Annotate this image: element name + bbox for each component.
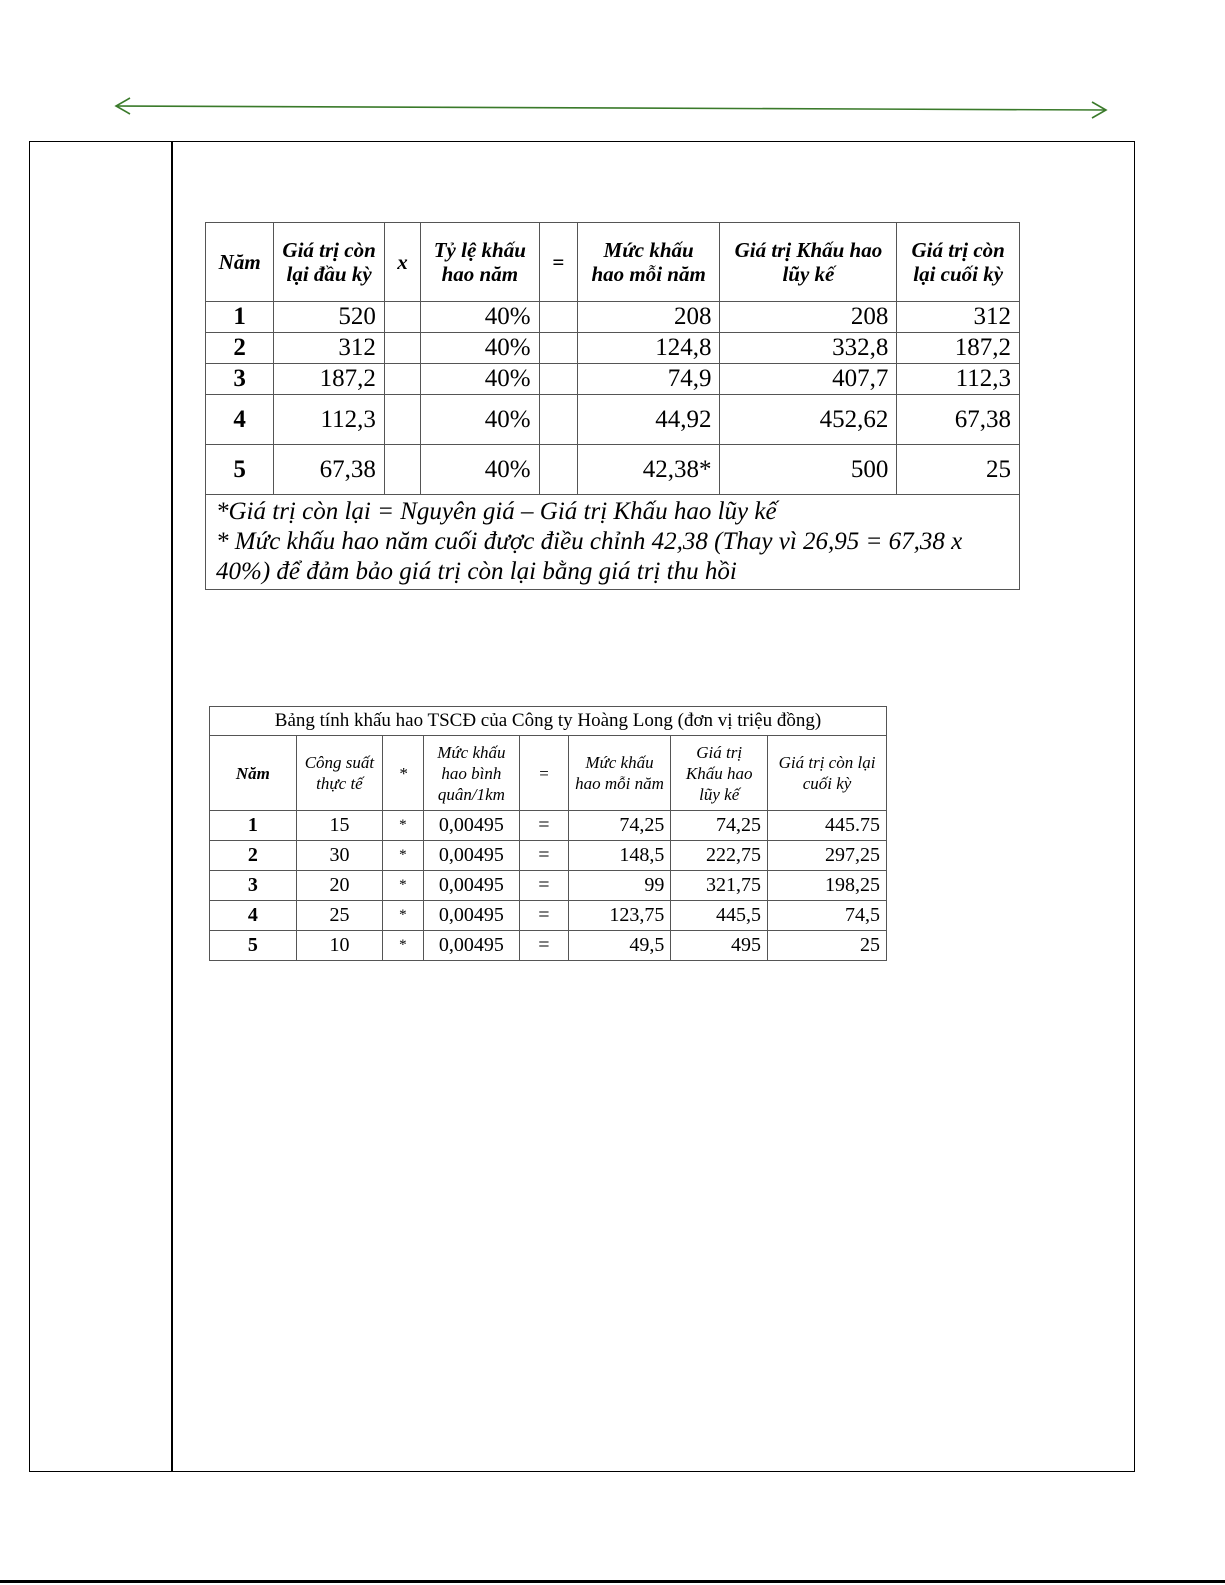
- table-cell: [539, 395, 577, 445]
- table-cell: *: [383, 901, 423, 931]
- header-cell: Giá trị còn lại đầu kỳ: [274, 223, 385, 302]
- header-cell: Mức khấu hao mỗi năm: [577, 223, 720, 302]
- header-cell: Mức khấu hao mỗi năm: [568, 736, 671, 811]
- header-cell: Giá trị Khấu hao lũy kế: [671, 736, 768, 811]
- table-cell: [384, 333, 420, 364]
- table-cell: [539, 445, 577, 495]
- table-cell: 222,75: [671, 841, 768, 871]
- table-cell: [384, 364, 420, 395]
- table-cell: 198,25: [768, 871, 887, 901]
- table-cell: 1: [210, 811, 297, 841]
- table-cell: 99: [568, 871, 671, 901]
- table-row: [206, 364, 1020, 395]
- capacity-depreciation-table: [209, 706, 887, 961]
- table-cell: 2: [206, 333, 274, 364]
- table-cell: 148,5: [568, 841, 671, 871]
- table-cell: =: [520, 901, 568, 931]
- double-headed-arrow-icon: [112, 94, 1112, 124]
- table-cell: 3: [206, 364, 274, 395]
- table-cell: 123,75: [568, 901, 671, 931]
- table-cell: 42,38*: [577, 445, 720, 495]
- table-cell: 495: [671, 931, 768, 961]
- table-cell: 40%: [421, 364, 540, 395]
- header-cell: Tỷ lệ khấu hao năm: [421, 223, 540, 302]
- table-cell: 40%: [421, 333, 540, 364]
- table-cell: 49,5: [568, 931, 671, 961]
- note-line: *Giá trị còn lại = Nguyên giá – Giá trị Khấu hao lũy kế: [216, 498, 777, 525]
- table-cell: 208: [577, 302, 720, 333]
- table-notes: [206, 495, 1020, 590]
- header-cell: Giá trị Khấu hao lũy kế: [720, 223, 897, 302]
- table-cell: 187,2: [897, 333, 1020, 364]
- table-row: [206, 333, 1020, 364]
- header-cell: Giá trị còn lại cuối kỳ: [768, 736, 887, 811]
- header-cell: Năm: [206, 223, 274, 302]
- table-cell: 30: [296, 841, 383, 871]
- declining-balance-table: [205, 222, 1020, 590]
- table-cell: 3: [210, 871, 297, 901]
- table-cell: 25: [296, 901, 383, 931]
- table-cell: 10: [296, 931, 383, 961]
- table-cell: 0,00495: [423, 931, 520, 961]
- header-cell: Giá trị còn lại cuối kỳ: [897, 223, 1020, 302]
- table-cell: 332,8: [720, 333, 897, 364]
- table-row: [206, 445, 1020, 495]
- table-caption: Bảng tính khấu hao TSCĐ của Công ty Hoàng Long (đơn vị triệu đồng): [210, 707, 887, 736]
- header-cell: x: [384, 223, 420, 302]
- header-cell: =: [520, 736, 568, 811]
- table-cell: 74,9: [577, 364, 720, 395]
- table-cell: 312: [897, 302, 1020, 333]
- table-cell: 208: [720, 302, 897, 333]
- table-cell: 74,25: [671, 811, 768, 841]
- table-cell: 40%: [421, 395, 540, 445]
- table-cell: 25: [897, 445, 1020, 495]
- table-cell: [539, 333, 577, 364]
- table-cell: 124,8: [577, 333, 720, 364]
- table-cell: 5: [206, 445, 274, 495]
- table-cell: 500: [720, 445, 897, 495]
- table-cell: =: [520, 841, 568, 871]
- header-cell: =: [539, 223, 577, 302]
- table-cell: *: [383, 841, 423, 871]
- table-row: [210, 841, 887, 871]
- table-cell: 452,62: [720, 395, 897, 445]
- table-cell: 0,00495: [423, 871, 520, 901]
- table-cell: *: [383, 871, 423, 901]
- table-header-row: [206, 223, 1020, 302]
- table-cell: 112,3: [274, 395, 385, 445]
- table-cell: 445,5: [671, 901, 768, 931]
- table-cell: *: [383, 811, 423, 841]
- table-cell: 20: [296, 871, 383, 901]
- table-cell: 4: [210, 901, 297, 931]
- table-row: [210, 871, 887, 901]
- table-row: [210, 931, 887, 961]
- table-cell: 445.75: [768, 811, 887, 841]
- table-cell: 15: [296, 811, 383, 841]
- table-cell: 44,92: [577, 395, 720, 445]
- table-cell: 297,25: [768, 841, 887, 871]
- table-cell: =: [520, 931, 568, 961]
- table-cell: 312: [274, 333, 385, 364]
- note-line: * Mức khấu hao năm cuối được điều chỉnh 42,38 (Thay vì 26,95 = 67,38 x 40%) để đảm bảo giá trị còn lại bằng giá trị thu hồi: [216, 528, 963, 585]
- table-cell: [384, 302, 420, 333]
- header-cell: Công suất thực tế: [296, 736, 383, 811]
- table-cell: 2: [210, 841, 297, 871]
- table-cell: 187,2: [274, 364, 385, 395]
- table-cell: 520: [274, 302, 385, 333]
- table-row: [206, 395, 1020, 445]
- table-cell: [539, 302, 577, 333]
- table-header-row: [210, 736, 887, 811]
- table-cell: [384, 395, 420, 445]
- bottom-rule: [0, 1580, 1225, 1583]
- table-cell: 0,00495: [423, 811, 520, 841]
- table-cell: 74,5: [768, 901, 887, 931]
- table-cell: 74,25: [568, 811, 671, 841]
- header-cell: *: [383, 736, 423, 811]
- table-cell: 40%: [421, 302, 540, 333]
- table-cell: 0,00495: [423, 841, 520, 871]
- table-row: [210, 811, 887, 841]
- table-cell: 4: [206, 395, 274, 445]
- table-cell: 1: [206, 302, 274, 333]
- table-cell: 40%: [421, 445, 540, 495]
- header-cell: Mức khấu hao bình quân/1km: [423, 736, 520, 811]
- table-cell: [539, 364, 577, 395]
- table-row: [206, 302, 1020, 333]
- header-cell: Năm: [210, 736, 297, 811]
- table-cell: =: [520, 871, 568, 901]
- table-row: [210, 901, 887, 931]
- table-cell: *: [383, 931, 423, 961]
- table-caption-row: [210, 707, 887, 736]
- table-cell: 67,38: [897, 395, 1020, 445]
- column-divider: [171, 141, 173, 1472]
- table-cell: 5: [210, 931, 297, 961]
- table-cell: =: [520, 811, 568, 841]
- table-cell: [384, 445, 420, 495]
- table-cell: 321,75: [671, 871, 768, 901]
- table-cell: 67,38: [274, 445, 385, 495]
- table-notes-row: [206, 495, 1020, 590]
- table-cell: 112,3: [897, 364, 1020, 395]
- table-cell: 407,7: [720, 364, 897, 395]
- table-cell: 0,00495: [423, 901, 520, 931]
- table-cell: 25: [768, 931, 887, 961]
